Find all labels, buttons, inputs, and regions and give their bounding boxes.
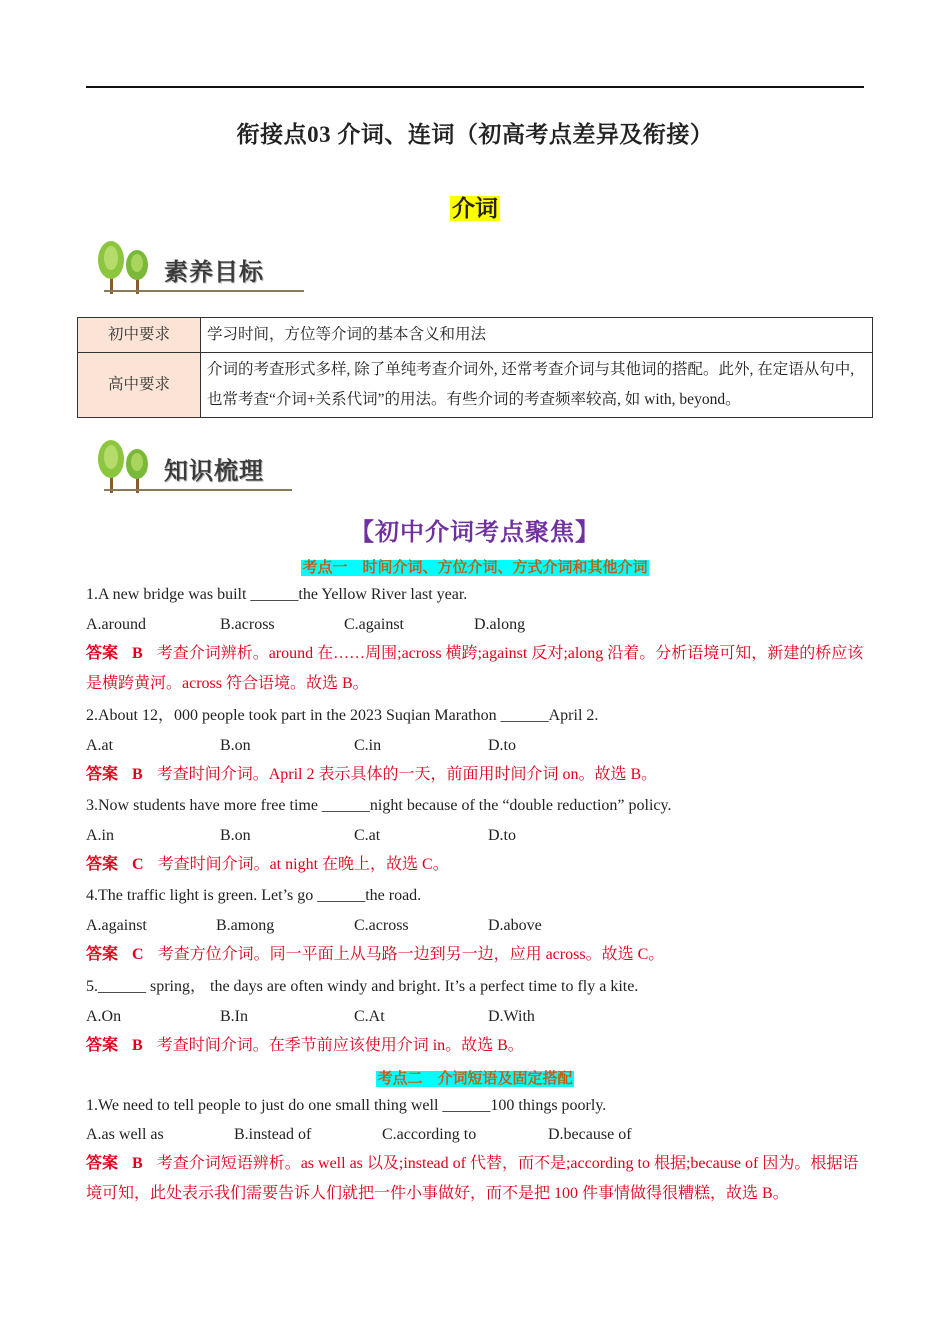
goals-banner [94, 238, 304, 300]
answer-key: C [132, 946, 144, 963]
options-row [86, 615, 866, 635]
answer-key: B [132, 1155, 143, 1172]
option: C.At [354, 1008, 385, 1025]
answer-explanation: 考查方位介词。同一平面上从马路一边到另一边，应用 across。故选 C。 [157, 946, 665, 963]
answer-key: B [132, 645, 143, 662]
header-rule [86, 86, 864, 88]
requirement-text: 介词的考查形式多样, 除了单纯考查介词外, 还常考查介词与其他词的搭配。此外, 在定语从句中, 也常考查“介词+关系代词”的用法。有些介词的考查频率较高, 如 with, beyond。 [201, 353, 873, 418]
answer-key: C [132, 856, 144, 873]
knowledge-banner-label: 知识梳理 [164, 457, 264, 485]
answer-tag: 答案 [86, 645, 119, 662]
option: B.instead of [234, 1126, 312, 1143]
option: A.against [86, 917, 147, 934]
option: D.With [488, 1008, 535, 1025]
requirement-label: 初中要求 [78, 318, 201, 353]
answer-explanation: 考查介词短语辨析。as well as 以及;instead of 代替，而不是;according to 根据;because of 因为。根据语境可知，此处表示我们需要告诉人们就把一件小事做好，而不是把 100 件事情做得很糟糕，故选 B。 [86, 1155, 859, 1202]
answer-block [86, 1149, 866, 1209]
answer-block [86, 1031, 866, 1061]
banner-underline [104, 290, 304, 292]
answer-explanation: 考查时间介词。April 2 表示具体的一天，前面用时间介词 on。故选 B。 [156, 766, 658, 783]
option: D.to [488, 827, 516, 844]
answer-tag: 答案 [86, 1037, 119, 1054]
answer-explanation: 考查时间介词。在季节前应该使用介词 in。故选 B。 [156, 1037, 524, 1054]
option: B.on [220, 737, 251, 754]
option: D.above [488, 917, 542, 934]
options-row [86, 736, 866, 756]
question-text: 1.We need to tell people to just do one small thing well ______100 things poorly. [86, 1097, 607, 1114]
option: C.across [354, 917, 409, 934]
answer-explanation: 考查介词辨析。around 在……周围;across 横跨;against 反对;along 沿着。分析语境可知，新建的桥应该是横跨黄河。across 符合语境。故选 B。 [86, 645, 864, 692]
question-text: 4.The traffic light is green. Let’s go ______the road. [86, 887, 422, 904]
options-row [86, 826, 866, 846]
answer-block [86, 639, 866, 699]
option: A.at [86, 737, 114, 754]
option: B.In [220, 1008, 248, 1025]
answer-tag: 答案 [86, 766, 119, 783]
option: A.as well as [86, 1126, 164, 1143]
option: D.along [474, 616, 526, 633]
table-row [78, 353, 873, 418]
answer-block [86, 940, 866, 970]
question-text: 3.Now students have more free time ______night because of the “double reduction” policy. [86, 797, 672, 814]
focus-heading: 【初中介词考点聚焦】 [350, 520, 600, 546]
section-title: 介词 [452, 196, 498, 221]
option: C.according to [382, 1126, 477, 1143]
question-text: 5.______ spring， the days are often windy and bright. It’s a perfect time to fly a kite. [86, 978, 639, 995]
answer-block [86, 850, 866, 880]
option: C.in [354, 737, 382, 754]
goals-banner-label: 素养目标 [164, 258, 264, 286]
key-point-heading: 考点二 介词短语及固定搭配 [377, 1071, 573, 1087]
knowledge-banner [94, 437, 304, 499]
answer-explanation: 考查时间介词。at night 在晚上，故选 C。 [157, 856, 449, 873]
requirements-table [77, 317, 873, 418]
answer-key: B [132, 766, 143, 783]
option: A.On [86, 1008, 122, 1025]
table-row [78, 318, 873, 353]
option: A.in [86, 827, 114, 844]
document-title: 衔接点03 介词、连词（初高考点差异及衔接） [236, 122, 714, 147]
requirement-label: 高中要求 [78, 353, 201, 418]
option: A.around [86, 616, 146, 633]
answer-tag: 答案 [86, 1155, 119, 1172]
option: C.at [354, 827, 381, 844]
banner-underline [104, 489, 292, 491]
option: D.because of [548, 1126, 632, 1143]
options-row [86, 1125, 866, 1145]
answer-tag: 答案 [86, 856, 119, 873]
option: D.to [488, 737, 516, 754]
option: B.on [220, 827, 251, 844]
question-text: 2.About 12，000 people took part in the 2023 Suqian Marathon ______April 2. [86, 707, 599, 724]
requirement-text: 学习时间，方位等介词的基本含义和用法 [201, 318, 873, 353]
answer-key: B [132, 1037, 143, 1054]
question-text: 1.A new bridge was built ______the Yellow River last year. [86, 586, 468, 603]
option: B.across [220, 616, 275, 633]
answer-tag: 答案 [86, 946, 119, 963]
answer-block [86, 760, 866, 790]
option: B.among [216, 917, 275, 934]
option: C.against [344, 616, 404, 633]
options-row [86, 1007, 866, 1027]
key-point-heading: 考点一 时间介词、方位介词、方式介词和其他介词 [302, 560, 648, 576]
options-row [86, 916, 866, 936]
